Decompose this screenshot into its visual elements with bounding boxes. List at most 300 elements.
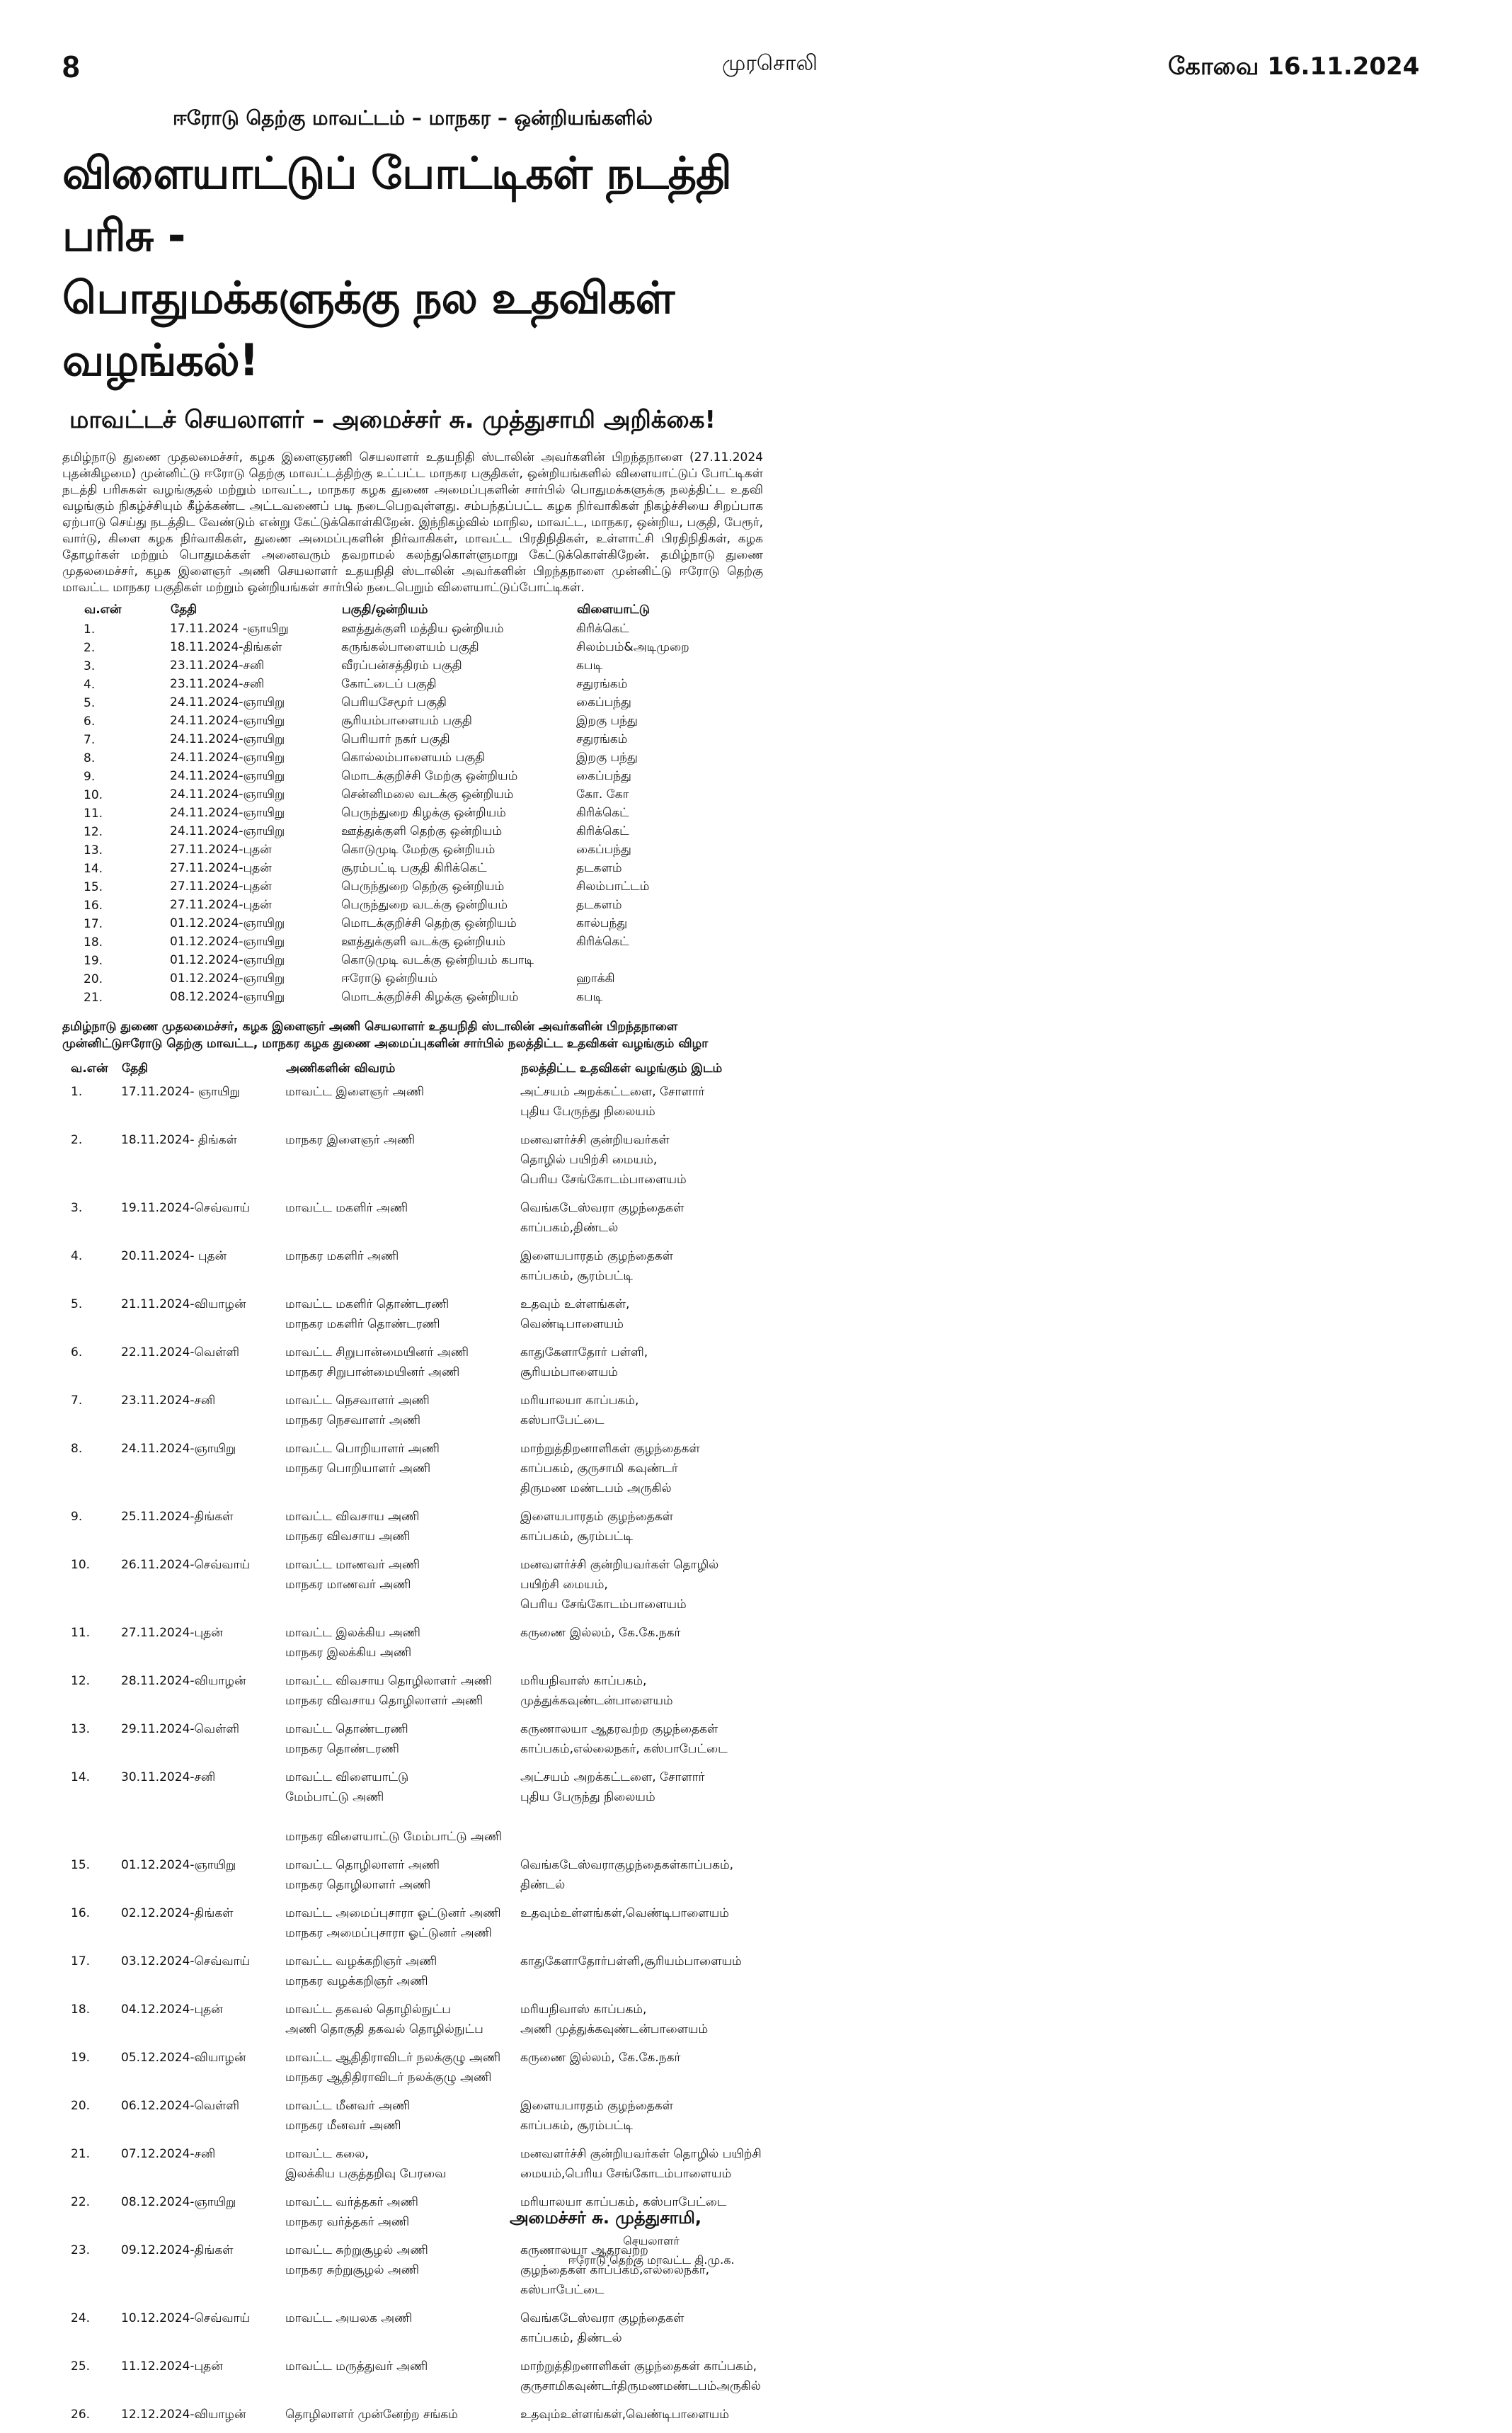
venue-line: கருணாலயா ஆதரவற்ற குழந்தைகள் xyxy=(520,1722,718,1736)
wing-line: மாநகர மகளிர் தொண்டரணி xyxy=(285,1317,440,1331)
cell-date: 27.11.2024-புதன் xyxy=(170,861,272,875)
cell-wing xyxy=(285,1671,520,1719)
venue-line: கஸ்பாபேட்டை xyxy=(520,1413,605,1428)
table-row xyxy=(84,620,777,639)
venue-line: காப்பகம்,எல்லைநகர், கஸ்பாபேட்டை xyxy=(520,1742,728,1756)
table-row xyxy=(84,694,777,712)
table-row xyxy=(62,1246,763,1294)
venue-line: மையம்,பெரிய சேங்கோடம்பாளையம் xyxy=(520,2167,732,2181)
cell-serial: 8. xyxy=(71,1442,83,1456)
table-row xyxy=(62,1951,763,2000)
venue-line: மனவளர்ச்சி குன்றியவர்கள் தொழில் xyxy=(520,1558,719,1572)
venue-line: மனவளர்ச்சி குன்றியவர்கள் தொழில் பயிற்சி xyxy=(520,2147,762,2161)
cell-venue xyxy=(520,1391,763,1439)
wing-line: மாவட்ட சுற்றுசூழல் அணி xyxy=(285,2243,428,2257)
cell-date: 18.11.2024- திங்கள் xyxy=(121,1133,237,1147)
cell-date: 01.12.2024-ஞாயிறு xyxy=(121,1858,236,1872)
cell-sport: கோ. கோ xyxy=(576,787,629,802)
venue-line: குழந்தைகள் காப்பகம்,எல்லைநகர், xyxy=(520,2263,710,2277)
sports-table-header xyxy=(84,600,777,620)
cell-serial: 13. xyxy=(84,843,103,857)
wing-line: மாநகர வர்த்தகர் அணி xyxy=(285,2215,410,2229)
welfare-title-line-2: முன்னிட்டுஈரோடு தெற்கு மாவட்ட, மாநகர கழக துணை அமைப்புகளின் சார்பில் நலத்திட்ட உதவிகள் வழங்கும் விழா xyxy=(62,1037,709,1051)
cell-venue xyxy=(520,1130,763,1198)
cell-serial: 16. xyxy=(84,899,103,913)
page-number: 8 xyxy=(62,50,80,84)
cell-serial: 6. xyxy=(71,1345,83,1360)
cell-serial: 1. xyxy=(84,622,96,637)
venue-line: மரியாலயா காப்பகம், xyxy=(520,1394,639,1408)
cell-wing xyxy=(285,1903,520,1951)
venue-line: அணி முத்துக்கவுண்டன்பாளையம் xyxy=(520,2022,709,2036)
table-row xyxy=(62,2357,763,2405)
cell-serial: 10. xyxy=(71,1558,91,1572)
venue-line: அட்சயம் அறக்கட்டளை, சோளார் xyxy=(520,1770,705,1784)
cell-serial: 19. xyxy=(71,2051,91,2065)
cell-date: 30.11.2024-சனி xyxy=(121,1770,216,1784)
wing-line: மாநகர தொண்டரணி xyxy=(285,1742,399,1756)
cell-date: 27.11.2024-புதன் xyxy=(121,1626,223,1640)
cell-venue xyxy=(520,1555,763,1623)
cell-serial: 9. xyxy=(84,770,96,784)
cell-venue xyxy=(520,1294,763,1343)
cell-sport: கிரிக்கெட் xyxy=(576,622,629,636)
cell-serial: 11. xyxy=(84,807,103,821)
wing-line: மாநகர மீனவர் அணி xyxy=(285,2119,401,2133)
venue-line: பயிற்சி மையம், xyxy=(520,1578,608,1592)
cell-serial: 12. xyxy=(84,825,103,839)
table-row xyxy=(84,952,777,970)
wing-line: மாவட்ட வர்த்தகர் அணி xyxy=(285,2195,418,2209)
cell-date: 08.12.2024-ஞாயிறு xyxy=(121,2195,236,2209)
cell-area: கோட்டைப் பகுதி xyxy=(341,677,437,691)
cell-serial: 2. xyxy=(84,641,96,655)
cell-date: 09.12.2024-திங்கள் xyxy=(121,2243,234,2257)
cell-serial: 24. xyxy=(71,2311,91,2325)
table-row xyxy=(84,731,777,749)
table-row xyxy=(62,1855,763,1903)
cell-date: 28.11.2024-வியாழன் xyxy=(121,1674,246,1688)
table-row xyxy=(84,896,777,915)
wing-line: மாவட்ட மருத்துவர் அணி xyxy=(285,2359,428,2374)
cell-date: 24.11.2024-ஞாயிறு xyxy=(170,806,285,820)
cell-area: ஊத்துக்குளி வடக்கு ஒன்றியம் xyxy=(341,935,505,949)
cell-serial: 17. xyxy=(71,1954,91,1968)
venue-line: காதுகேளாதோர்பள்ளி,சூரியம்பாளையம் xyxy=(520,1954,742,1968)
cell-sport: கைப்பந்து xyxy=(576,695,631,710)
dateline: கோவை 16.11.2024 xyxy=(1168,52,1420,81)
cell-venue xyxy=(520,2405,763,2433)
venue-line: பெரிய சேங்கோடம்பாளையம் xyxy=(520,1173,687,1187)
cell-date: 07.12.2024-சனி xyxy=(121,2147,216,2161)
cell-venue xyxy=(520,1903,763,1951)
cell-wing xyxy=(285,1855,520,1903)
cell-venue xyxy=(520,2096,763,2144)
cell-wing xyxy=(285,2000,520,2048)
venue-line: திண்டல் xyxy=(520,1878,566,1892)
cell-serial: 3. xyxy=(71,1201,83,1215)
cell-area: மொடக்குறிச்சி கிழக்கு ஒன்றியம் xyxy=(341,990,519,1004)
table-row xyxy=(62,1082,763,1130)
cell-wing xyxy=(285,1130,520,1198)
cell-venue xyxy=(520,1671,763,1719)
wing-line: மாநகர மாணவர் அணி xyxy=(285,1578,411,1592)
signatory-designation: செயலாளர் xyxy=(623,2234,680,2247)
table-row xyxy=(84,712,777,731)
cell-date: 23.11.2024-சனி xyxy=(170,677,265,691)
table-row xyxy=(84,970,777,988)
cell-area: பெருந்துறை வடக்கு ஒன்றியம் xyxy=(341,898,508,912)
cell-wing xyxy=(285,1294,520,1343)
table-row xyxy=(84,804,777,823)
cell-area: ஈரோடு ஒன்றியம் xyxy=(341,972,437,986)
cell-sport: தடகளம் xyxy=(576,898,622,912)
table-row xyxy=(62,1623,763,1671)
wing-line: மாவட்ட நெசவாளர் அணி xyxy=(285,1394,430,1408)
table-row xyxy=(62,1507,763,1555)
table-row xyxy=(62,2048,763,2096)
cell-venue xyxy=(520,1767,763,1855)
header-wing: அணிகளின் விவரம் xyxy=(286,1061,396,1076)
cell-wing xyxy=(285,2405,520,2433)
cell-date: 24.11.2024-ஞாயிறு xyxy=(121,1442,236,1456)
venue-line: காப்பகம், குருசாமி கவுண்டர் xyxy=(520,1461,678,1476)
cell-area: கொடுமுடி வடக்கு ஒன்றியம் கபாடி xyxy=(341,953,534,967)
venue-line: மனவளர்ச்சி குன்றியவர்கள் xyxy=(520,1133,670,1147)
cell-serial: 2. xyxy=(71,1133,83,1147)
cell-serial: 5. xyxy=(71,1297,83,1311)
cell-venue xyxy=(520,1082,763,1130)
cell-serial: 10. xyxy=(84,788,103,802)
table-row xyxy=(84,823,777,841)
cell-date: 29.11.2024-வெள்ளி xyxy=(121,1722,240,1736)
table-row xyxy=(62,1391,763,1439)
cell-sport: கைப்பந்து xyxy=(576,843,631,857)
cell-date: 24.11.2024-ஞாயிறு xyxy=(170,769,285,783)
cell-serial: 20. xyxy=(84,972,103,986)
cell-date: 19.11.2024-செவ்வாய் xyxy=(121,1201,251,1215)
cell-serial: 4. xyxy=(84,678,96,692)
cell-serial: 4. xyxy=(71,1249,83,1263)
cell-area: ஊத்துக்குளி தெற்கு ஒன்றியம் xyxy=(341,824,503,838)
cell-date: 26.11.2024-செவ்வாய் xyxy=(121,1558,251,1572)
cell-serial: 21. xyxy=(84,991,103,1005)
cell-venue xyxy=(520,2048,763,2096)
wing-line: மாவட்ட வழக்கறிஞர் அணி xyxy=(285,1954,437,1968)
masthead xyxy=(0,0,1512,99)
cell-wing xyxy=(285,1767,520,1855)
cell-sport: கிரிக்கெட் xyxy=(576,935,629,949)
cell-date: 17.11.2024- ஞாயிறு xyxy=(121,1085,240,1099)
wing-line: மாவட்ட விளையாட்டு xyxy=(285,1770,409,1784)
cell-serial: 21. xyxy=(71,2147,91,2161)
table-row xyxy=(62,1343,763,1391)
table-row xyxy=(62,1555,763,1623)
cell-sport: ஹாக்கி xyxy=(576,972,615,986)
venue-line: மாற்றுத்திறனாளிகள் குழந்தைகள் xyxy=(520,1442,700,1456)
cell-date: 21.11.2024-வியாழன் xyxy=(121,1297,246,1311)
wing-line: மாவட்ட விவசாய அணி xyxy=(285,1510,420,1524)
wing-line: மாவட்ட பொறியாளர் அணி xyxy=(285,1442,440,1456)
cell-serial: 14. xyxy=(84,862,103,876)
cell-venue xyxy=(520,2144,763,2192)
cell-area: ஊத்துக்குளி மத்திய ஒன்றியம் xyxy=(341,622,504,636)
wing-line: மாவட்ட அமைப்புசாரா ஓட்டுனர் அணி xyxy=(285,1906,501,1920)
table-row xyxy=(84,841,777,860)
cell-serial: 7. xyxy=(84,733,96,747)
venue-line: காப்பகம், திண்டல் xyxy=(520,2331,622,2345)
wing-line: மாவட்ட தகவல் தொழில்நுட்ப xyxy=(285,2002,451,2017)
cell-serial: 17. xyxy=(84,917,103,931)
wing-line: மாநகர விவசாய தொழிலாளர் அணி xyxy=(285,1694,483,1708)
headline-line-1: விளையாட்டுப் போட்டிகள் நடத்தி பரிசு - xyxy=(62,147,731,261)
table-row xyxy=(84,676,777,694)
cell-wing xyxy=(285,1391,520,1439)
cell-sport: சிலம்பாட்டம் xyxy=(576,879,650,894)
sports-table-body xyxy=(84,620,777,1007)
cell-sport: கால்பந்து xyxy=(576,916,628,930)
wing-line: மாவட்ட கலை, xyxy=(285,2147,369,2161)
welfare-section-title xyxy=(62,1018,763,1052)
cell-date: 24.11.2024-ஞாயிறு xyxy=(170,732,285,746)
cell-wing xyxy=(285,1082,520,1130)
cell-serial: 23. xyxy=(71,2243,91,2257)
venue-line: கருணாலயா ஆதரவற்ற xyxy=(520,2243,648,2257)
cell-venue xyxy=(520,1951,763,2000)
table-row xyxy=(62,1294,763,1343)
newspaper-name: முரசொலி xyxy=(722,51,818,76)
cell-wing xyxy=(285,1951,520,2000)
wing-line: மாவட்ட மகளிர் தொண்டரணி xyxy=(285,1297,449,1311)
wing-line: மாநகர நெசவாளர் அணி xyxy=(285,1413,421,1428)
cell-area: பெருந்துறை கிழக்கு ஒன்றியம் xyxy=(341,806,506,820)
cell-wing xyxy=(285,2308,520,2357)
wing-line: மாநகர வழக்கறிஞர் அணி xyxy=(285,1974,428,1988)
venue-line: வெங்கடேஸ்வரா குழந்தைகள் xyxy=(520,1201,685,1215)
cell-wing xyxy=(285,1719,520,1767)
venue-line: காப்பகம், சூரம்பட்டி xyxy=(520,1269,633,1283)
cell-venue xyxy=(520,1439,763,1507)
wing-line: மாநகர விவசாய அணி xyxy=(285,1529,411,1544)
cell-date: 27.11.2024-புதன் xyxy=(170,843,272,857)
cell-sport: சதுரங்கம் xyxy=(576,677,628,691)
cell-date: 23.11.2024-சனி xyxy=(170,659,265,673)
cell-wing xyxy=(285,2240,520,2308)
wing-line: மாவட்ட விவசாய தொழிலாளர் அணி xyxy=(285,1674,492,1688)
cell-wing xyxy=(285,2144,520,2192)
wing-line: மாவட்ட தொண்டரணி xyxy=(285,1722,408,1736)
cell-sport: கபடி xyxy=(576,990,603,1004)
cell-date: 27.11.2024-புதன் xyxy=(170,879,272,894)
cell-venue xyxy=(520,1507,763,1555)
table-row xyxy=(84,878,777,896)
article-kicker: ஈரோடு தெற்கு மாவட்டம் – மாநகர – ஒன்றியங்களில் xyxy=(173,106,653,130)
cell-date: 02.12.2024-திங்கள் xyxy=(121,1906,234,1920)
cell-venue xyxy=(520,1246,763,1294)
venue-line: தொழில் பயிற்சி மையம், xyxy=(520,1153,658,1167)
venue-line: இளையபாரதம் குழந்தைகள் xyxy=(520,2099,673,2113)
cell-serial: 8. xyxy=(84,751,96,765)
table-row xyxy=(84,860,777,878)
signatory-name: அமைச்சர் சு. முத்துசாமி, xyxy=(510,2208,701,2228)
venue-line: குருசாமிகவுண்டர்திருமணமண்டபம்அருகில் xyxy=(520,2379,761,2393)
cell-date: 12.12.2024-வியாழன் xyxy=(121,2408,246,2422)
cell-area: கொடுமுடி மேற்கு ஒன்றியம் xyxy=(341,843,496,857)
cell-date: 17.11.2024 -ஞாயிறு xyxy=(170,622,289,636)
wing-line: தொழிலாளர் முன்னேற்ற சங்கம் xyxy=(285,2408,458,2422)
headline-line-2: பொதுமக்களுக்கு நல உதவிகள் வழங்கல்! xyxy=(62,272,675,386)
cell-area: மொடக்குறிச்சி மேற்கு ஒன்றியம் xyxy=(341,769,518,783)
table-row xyxy=(62,2096,763,2144)
cell-wing xyxy=(285,2048,520,2096)
venue-line: புதிய பேருந்து நிலையம் xyxy=(520,1790,655,1804)
table-row xyxy=(84,768,777,786)
venue-line: கருணை இல்லம், கே.கே.நகர் xyxy=(520,1626,681,1640)
cell-sport: சதுரங்கம் xyxy=(576,732,628,746)
venue-line: புதிய பேருந்து நிலையம் xyxy=(520,1105,655,1119)
header-date: தேதி xyxy=(171,603,197,617)
cell-date: 24.11.2024-ஞாயிறு xyxy=(170,787,285,802)
table-row xyxy=(84,915,777,933)
cell-sport: சிலம்பம்&அடிமுறை xyxy=(576,640,689,654)
table-row xyxy=(62,2144,763,2192)
table-row xyxy=(62,1198,763,1246)
cell-serial: 14. xyxy=(71,1770,91,1784)
wing-line: மாநகர இலக்கிய அணி xyxy=(285,1646,412,1660)
wing-line: மேம்பாட்டு அணி xyxy=(285,1790,384,1804)
wing-line: மாநகர தொழிலாளர் அணி xyxy=(285,1878,431,1892)
wing-line: மாவட்ட இலக்கிய அணி xyxy=(285,1626,420,1640)
cell-date: 01.12.2024-ஞாயிறு xyxy=(170,953,285,967)
venue-line: உதவும் உள்ளங்கள், xyxy=(520,1297,630,1311)
cell-date: 04.12.2024-புதன் xyxy=(121,2002,223,2017)
cell-serial: 20. xyxy=(71,2099,91,2113)
table-row xyxy=(84,657,777,676)
cell-wing xyxy=(285,2192,520,2240)
cell-serial: 9. xyxy=(71,1510,83,1524)
cell-serial: 15. xyxy=(84,880,103,894)
table-row xyxy=(62,2308,763,2357)
venue-line: மரியாலயா காப்பகம், கஸ்பாபேட்டை xyxy=(520,2195,727,2209)
cell-serial: 25. xyxy=(71,2359,91,2374)
wing-line: மாநகர இளைஞர் அணி xyxy=(285,1133,416,1147)
cell-venue xyxy=(520,1343,763,1391)
cell-venue xyxy=(520,1855,763,1903)
cell-date: 08.12.2024-ஞாயிறு xyxy=(170,990,285,1004)
cell-serial: 11. xyxy=(71,1626,91,1640)
article-subhead: மாவட்டச் செயலாளர் – அமைச்சர் சு. முத்துசாமி அறிக்கை! xyxy=(69,406,716,434)
wing-line: மாவட்ட இளைஞர் அணி xyxy=(285,1085,424,1099)
cell-wing xyxy=(285,1198,520,1246)
cell-date: 11.12.2024-புதன் xyxy=(121,2359,223,2374)
cell-area: மொடக்குறிச்சி தெற்கு ஒன்றியம் xyxy=(341,916,517,930)
wing-line: மாவட்ட சிறுபான்மையினர் அணி xyxy=(285,1345,469,1360)
cell-wing xyxy=(285,1246,520,1294)
venue-line: முத்துக்கவுண்டன்பாளையம் xyxy=(520,1694,673,1708)
table-row xyxy=(84,988,777,1007)
cell-serial: 19. xyxy=(84,954,103,968)
cell-date: 24.11.2024-ஞாயிறு xyxy=(170,751,285,765)
wing-line: மாவட்ட மாணவர் அணி xyxy=(285,1558,420,1572)
header-date: தேதி xyxy=(122,1061,149,1076)
venue-line: வெங்கடேஸ்வராகுழந்தைகள்காப்பகம், xyxy=(520,1858,734,1872)
cell-sport: கிரிக்கெட் xyxy=(576,806,629,820)
cell-area: பெரியசேமூர் பகுதி xyxy=(341,695,447,710)
wing-line: மாவட்ட தொழிலாளர் அணி xyxy=(285,1858,440,1872)
cell-sport: கைப்பந்து xyxy=(576,769,631,783)
cell-date: 01.12.2024-ஞாயிறு xyxy=(170,916,285,930)
cell-serial: 5. xyxy=(84,696,96,710)
cell-sport: கபடி xyxy=(576,659,603,673)
cell-area: சூரம்பட்டி பகுதி கிரிக்கெட் xyxy=(341,861,487,875)
venue-line: மரியநிவாஸ் காப்பகம், xyxy=(520,1674,647,1688)
venue-line: மரியநிவாஸ் காப்பகம், xyxy=(520,2002,647,2017)
wing-line: மாவட்ட அயலக அணி xyxy=(285,2311,413,2325)
wing-line: மாநகர பொறியாளர் அணி xyxy=(285,1461,431,1476)
venue-line: இளையபாரதம் குழந்தைகள் xyxy=(520,1249,673,1263)
cell-wing xyxy=(285,2096,520,2144)
table-row xyxy=(62,1439,763,1507)
welfare-table-header xyxy=(62,1056,763,1082)
table-row xyxy=(84,639,777,657)
table-row xyxy=(84,786,777,804)
cell-wing xyxy=(285,1555,520,1623)
table-row xyxy=(62,1903,763,1951)
cell-venue xyxy=(520,1719,763,1767)
venue-line: இளையபாரதம் குழந்தைகள் xyxy=(520,1510,673,1524)
venue-line: காப்பகம்,திண்டல் xyxy=(520,1221,619,1235)
cell-sport: தடகளம் xyxy=(576,861,622,875)
cell-venue xyxy=(520,2357,763,2405)
wing-line: மாவட்ட ஆதிதிராவிடர் நலக்குழு அணி xyxy=(285,2051,501,2065)
cell-date: 01.12.2024-ஞாயிறு xyxy=(170,935,285,949)
cell-wing xyxy=(285,1439,520,1507)
cell-date: 22.11.2024-வெள்ளி xyxy=(121,1345,240,1360)
cell-date: 20.11.2024- புதன் xyxy=(121,1249,227,1263)
cell-serial: 18. xyxy=(84,935,103,950)
venue-line: வெண்டிபாளையம் xyxy=(520,1317,624,1331)
cell-date: 23.11.2024-சனி xyxy=(121,1394,216,1408)
cell-area: சென்னிமலை வடக்கு ஒன்றியம் xyxy=(341,787,514,802)
venue-line: சூரியம்பாளையம் xyxy=(520,1365,618,1379)
cell-date: 24.11.2024-ஞாயிறு xyxy=(170,695,285,710)
venue-line: அட்சயம் அறக்கட்டளை, சோளார் xyxy=(520,1085,705,1099)
wing-line: மாநகர அமைப்புசாரா ஓட்டுனர் அணி xyxy=(285,1926,492,1940)
cell-date: 03.12.2024-செவ்வாய் xyxy=(121,1954,251,1968)
venue-line: கருணை இல்லம், கே.கே.நகர் xyxy=(520,2051,681,2065)
wing-line: மாவட்ட மகளிர் அணி xyxy=(285,1201,408,1215)
cell-area: கொல்லம்பாளையம் பகுதி xyxy=(341,751,486,765)
welfare-title-line-1: தமிழ்நாடு துணை முதலமைச்சர், கழக இளைஞர் அணி செயலாளர் உதயநிதி ஸ்டாலின் அவர்களின் பிறந்தநாளை xyxy=(62,1020,678,1034)
cell-date: 24.11.2024-ஞாயிறு xyxy=(170,714,285,728)
header-area: பகுதி/ஒன்றியம் xyxy=(342,603,428,617)
cell-sport: கிரிக்கெட் xyxy=(576,824,629,838)
cell-area: வீரப்பன்சத்திரம் பகுதி xyxy=(341,659,462,673)
wing-line: மாவட்ட மீனவர் அணி xyxy=(285,2099,411,2113)
header-serial: வ.என் xyxy=(71,1061,108,1076)
cell-sport: இறகு பந்து xyxy=(576,751,638,765)
venue-line: காப்பகம், சூரம்பட்டி xyxy=(520,1529,633,1544)
wing-line: அணி தொகுதி தகவல் தொழில்நுட்ப xyxy=(285,2022,483,2036)
cell-serial: 15. xyxy=(71,1858,91,1872)
sports-schedule-table xyxy=(84,600,777,1007)
cell-sport: இறகு பந்து xyxy=(576,714,638,728)
wing-line: மாநகர ஆதிதிராவிடர் நலக்குழு அணி xyxy=(285,2070,492,2085)
cell-area: பெரியார் நகர் பகுதி xyxy=(341,732,450,746)
cell-serial: 7. xyxy=(71,1394,83,1408)
cell-serial: 26. xyxy=(71,2408,91,2422)
cell-serial: 22. xyxy=(71,2195,91,2209)
